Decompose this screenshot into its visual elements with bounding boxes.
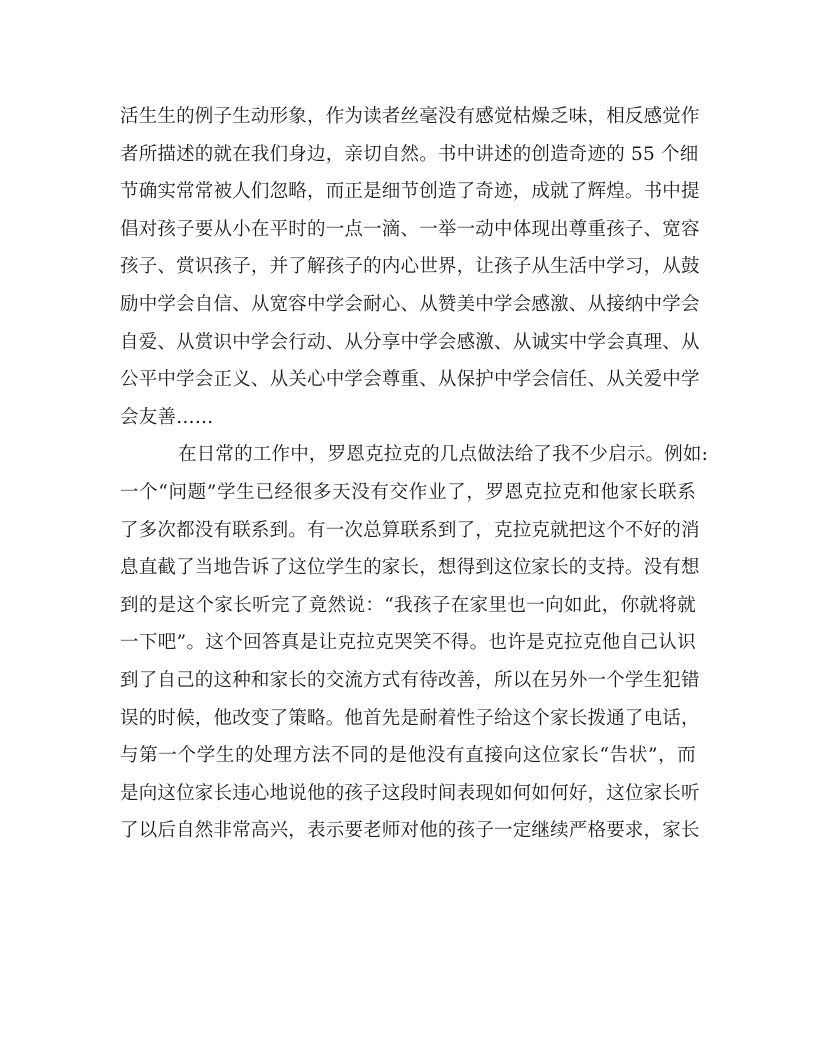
- text-line: 到的是这个家长听完了竟然说：“我孩子在家里也一向如此，你就将就: [120, 594, 696, 616]
- paragraph-2: [120, 436, 709, 850]
- text-line: 是向这位家长违心地说他的孩子这段时间表现如何如何好，这位家长听: [120, 782, 700, 804]
- text-line: 在日常的工作中，罗恩克拉克的几点做法给了我不少启示。例如:: [178, 444, 709, 466]
- text-line: 一下吧”。这个回答真是让克拉克哭笑不得。也许是克拉克他自己认识: [120, 632, 696, 654]
- text-line: 节确实常常被人们忽略，而正是细节创造了奇迹，成就了辉煌。书中提: [120, 181, 700, 203]
- text-line: 公平中学会正义、从关心中学会尊重、从保护中学会信任、从关爱中学: [120, 369, 700, 391]
- text-line: 误的时候，他改变了策略。他首先是耐着性子给这个家长拨通了电话，: [120, 707, 700, 729]
- text-line: 倡对孩子要从小在平时的一点一滴、一举一动中体现出尊重孩子、宽容: [120, 218, 700, 240]
- text-line: 会友善……: [120, 406, 214, 428]
- text-line: 与第一个学生的处理方法不同的是他没有直接向这位家长“告状”，而: [120, 745, 696, 767]
- text-line: 了以后自然非常高兴，表示要老师对他的孩子一定继续严格要求，家长: [120, 820, 700, 842]
- text-line: 到了自己的这种和家长的交流方式有待改善，所以在另外一个学生犯错: [120, 669, 700, 691]
- text-line: 活生生的例子生动形象，作为读者丝毫没有感觉枯燥乏味，相反感觉作: [120, 106, 700, 127]
- text-line: 息直截了当地告诉了这位学生的家长，想得到这位家长的支持。没有想: [120, 557, 700, 579]
- paragraph-1: [120, 98, 700, 436]
- text-line: 励中学会自信、从宽容中学会耐心、从赞美中学会感激、从接纳中学会: [120, 293, 700, 315]
- text-line: 了多次都没有联系到。有一次总算联系到了，克拉克就把这个不好的消: [120, 519, 700, 541]
- text-line: 者所描述的就在我们身边，亲切自然。书中讲述的创造奇迹的 55 个细: [120, 143, 699, 165]
- text-line: 自爱、从赏识中学会行动、从分享中学会感激、从诚实中学会真理、从: [120, 331, 700, 353]
- text-line: 孩子、赏识孩子，并了解孩子的内心世界，让孩子从生活中学习，从鼓: [120, 256, 700, 278]
- text-line: 一个“问题”学生已经很多天没有交作业了，罗恩克拉克和他家长联系: [120, 481, 696, 503]
- document-body: [120, 98, 709, 850]
